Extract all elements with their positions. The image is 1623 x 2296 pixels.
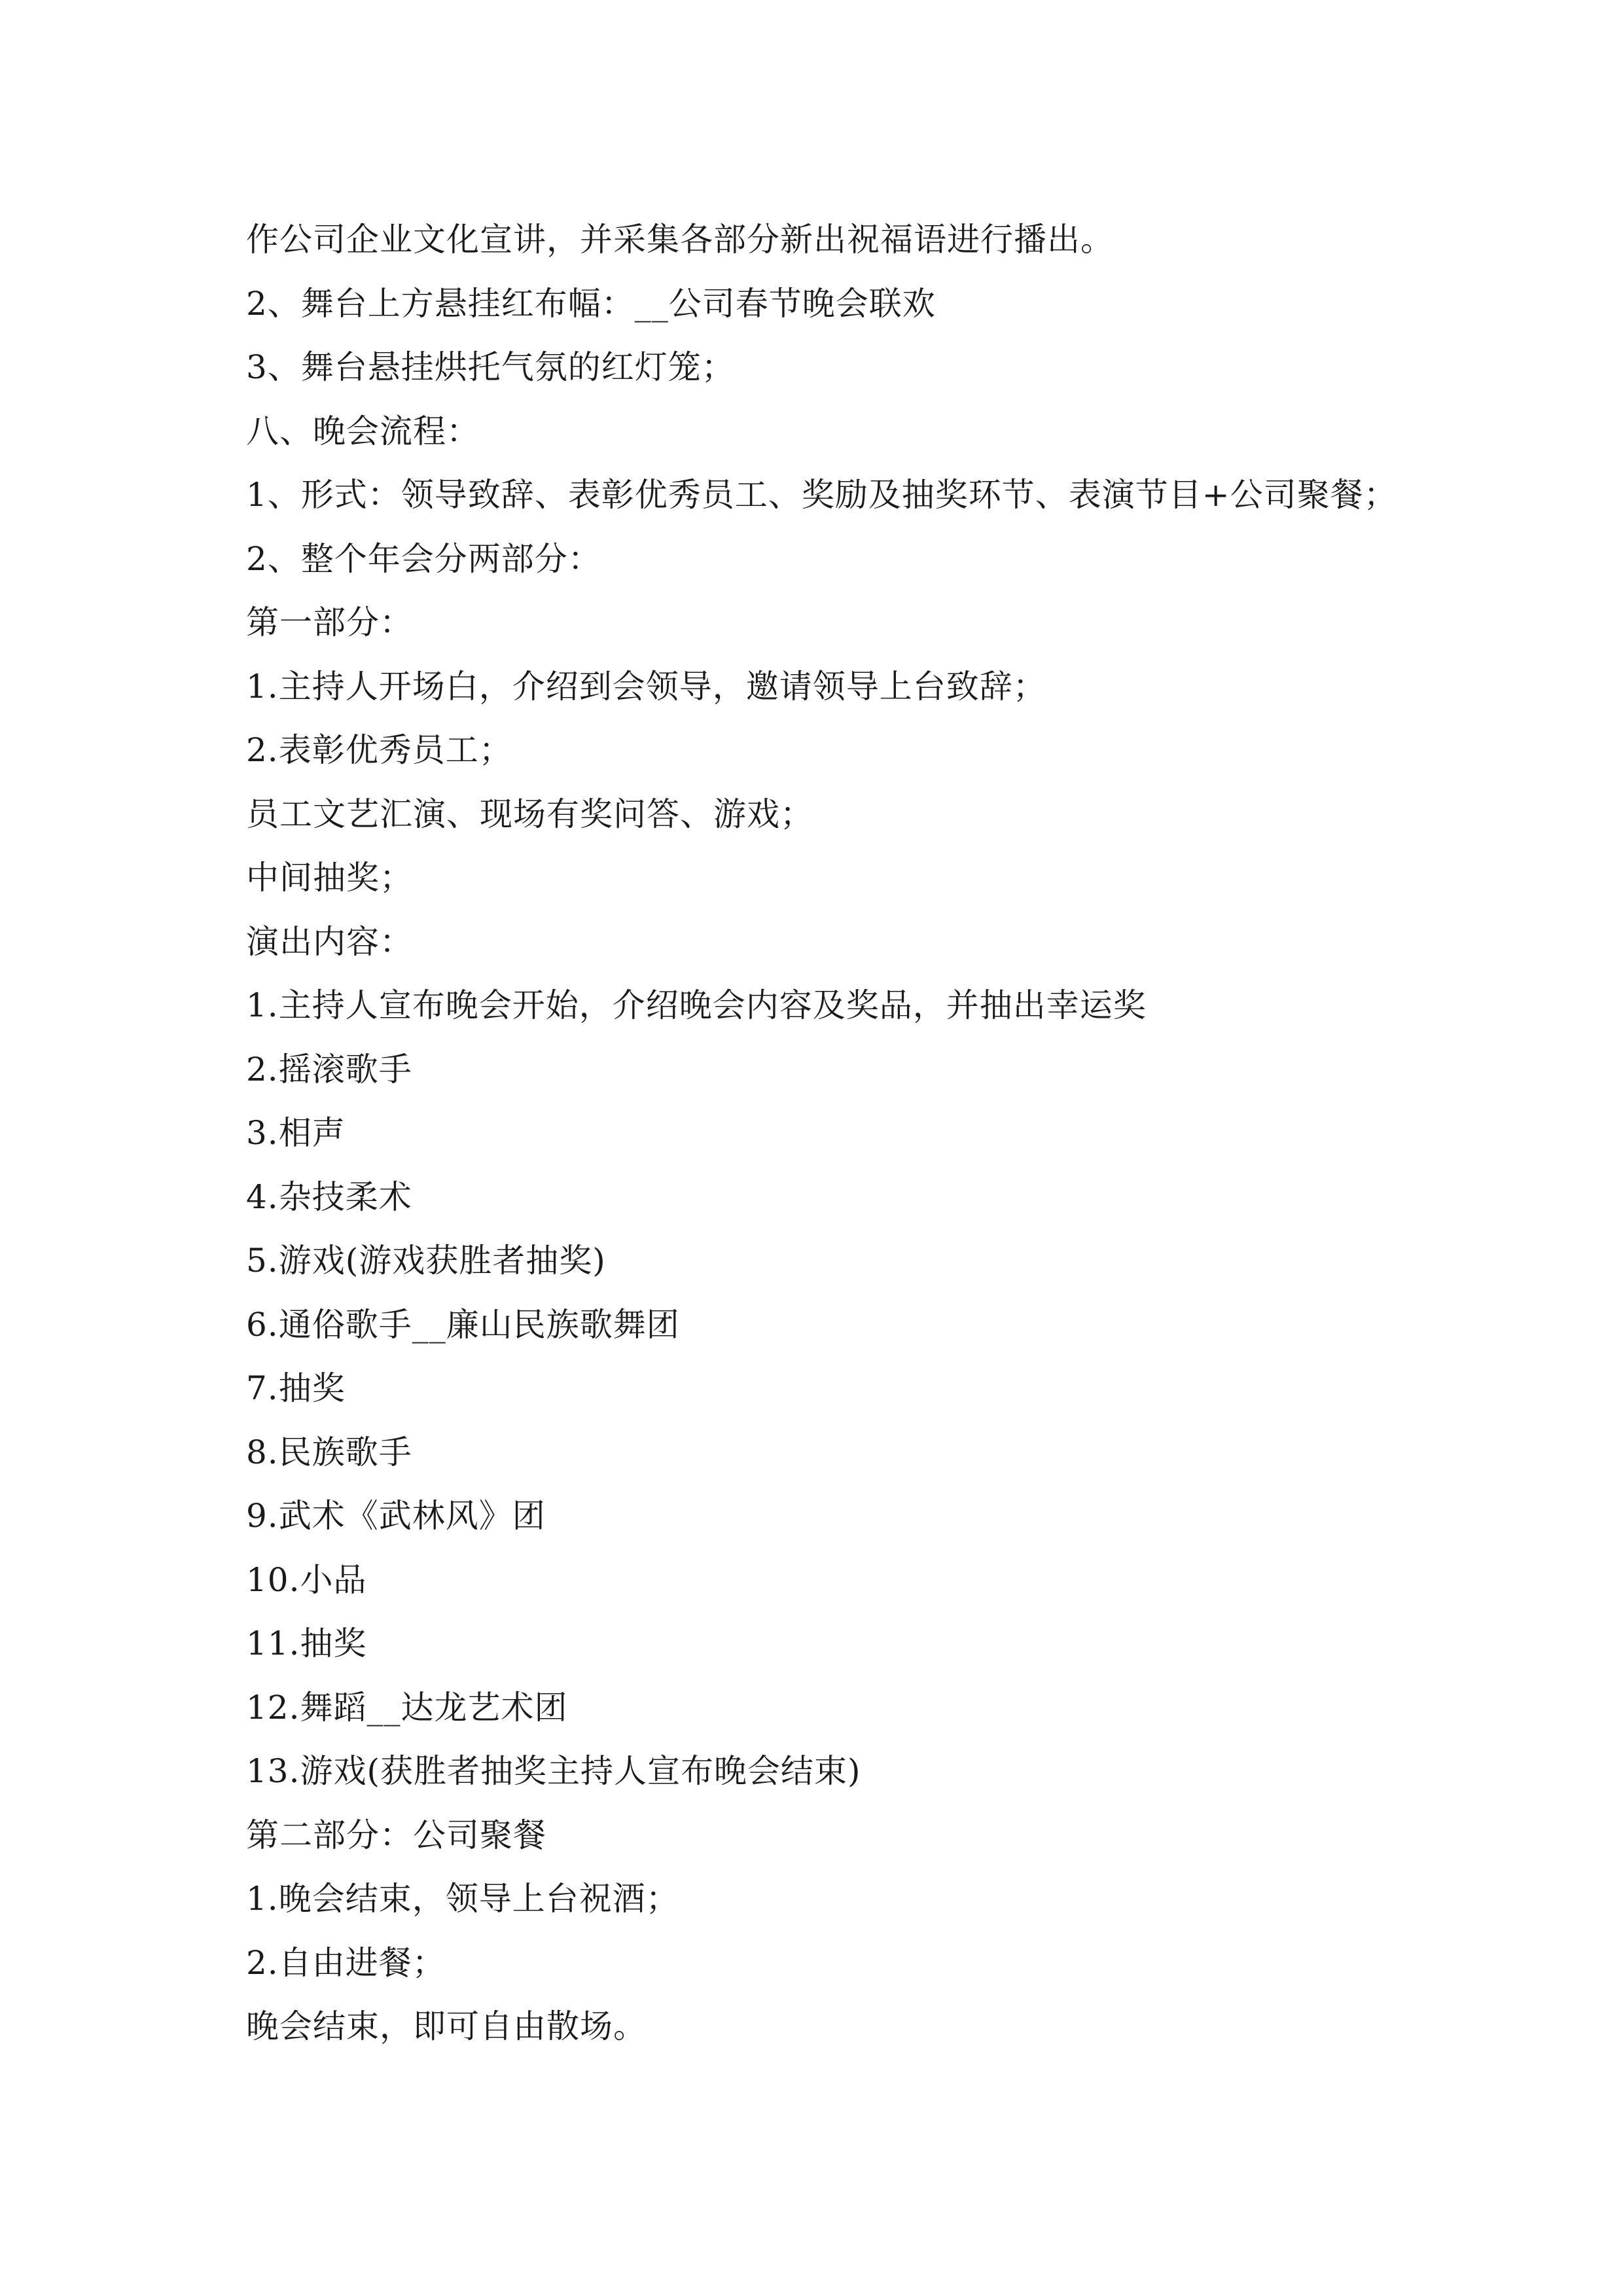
list-item: 8.民族歌手 bbox=[246, 1433, 412, 1471]
list-item: 2.表彰优秀员工； bbox=[246, 731, 512, 769]
list-item: 6.通俗歌手__廉山民族歌舞团 bbox=[246, 1305, 680, 1344]
list-item: 3.相声 bbox=[246, 1114, 346, 1152]
text-line: 1、形式：领导致辞、表彰优秀员工、奖励及抽奖环节、表演节目+公司聚餐； bbox=[246, 476, 1397, 514]
list-item: 4.杂技柔术 bbox=[246, 1177, 412, 1216]
text-line: 作公司企业文化宣讲，并采集各部分新出祝福语进行播出。 bbox=[246, 221, 1114, 259]
list-item: 1.晚会结束，领导上台祝酒； bbox=[246, 1880, 679, 1918]
subsection-heading: 第二部分：公司聚餐 bbox=[246, 1816, 546, 1854]
text-line: 晚会结束，即可自由散场。 bbox=[246, 2007, 647, 2045]
list-item: 5.游戏(游戏获胜者抽奖) bbox=[246, 1242, 606, 1280]
list-item: 1.主持人宣布晚会开始，介绍晚会内容及奖品，并抽出幸运奖 bbox=[246, 986, 1147, 1024]
list-item: 2.摇滚歌手 bbox=[246, 1050, 412, 1088]
text-line: 2、整个年会分两部分： bbox=[246, 539, 601, 578]
subsection-heading: 第一部分： bbox=[246, 603, 413, 641]
list-item: 1.主持人开场白，介绍到会领导，邀请领导上台致辞； bbox=[246, 667, 1046, 706]
section-heading: 八、晚会流程： bbox=[246, 412, 480, 450]
text-line: 中间抽奖； bbox=[246, 859, 413, 897]
list-item: 10.小品 bbox=[246, 1560, 367, 1599]
text-line: 2、舞台上方悬挂红布幅：__公司春节晚会联欢 bbox=[246, 284, 936, 323]
subsection-heading: 演出内容： bbox=[246, 922, 413, 961]
list-item: 2.自由进餐； bbox=[246, 1943, 446, 1982]
text-line: 员工文艺汇演、现场有奖问答、游戏； bbox=[246, 795, 813, 833]
list-item: 11.抽奖 bbox=[246, 1624, 367, 1662]
list-item: 12.舞蹈__达龙艺术团 bbox=[246, 1688, 568, 1727]
text-line: 3、舞台悬挂烘托气氛的红灯笼； bbox=[246, 348, 735, 386]
list-item: 9.武术《武林风》团 bbox=[246, 1497, 546, 1535]
list-item: 7.抽奖 bbox=[246, 1369, 346, 1407]
list-item: 13.游戏(获胜者抽奖主持人宣布晚会结束) bbox=[246, 1752, 861, 1790]
document-body bbox=[246, 208, 1424, 2059]
